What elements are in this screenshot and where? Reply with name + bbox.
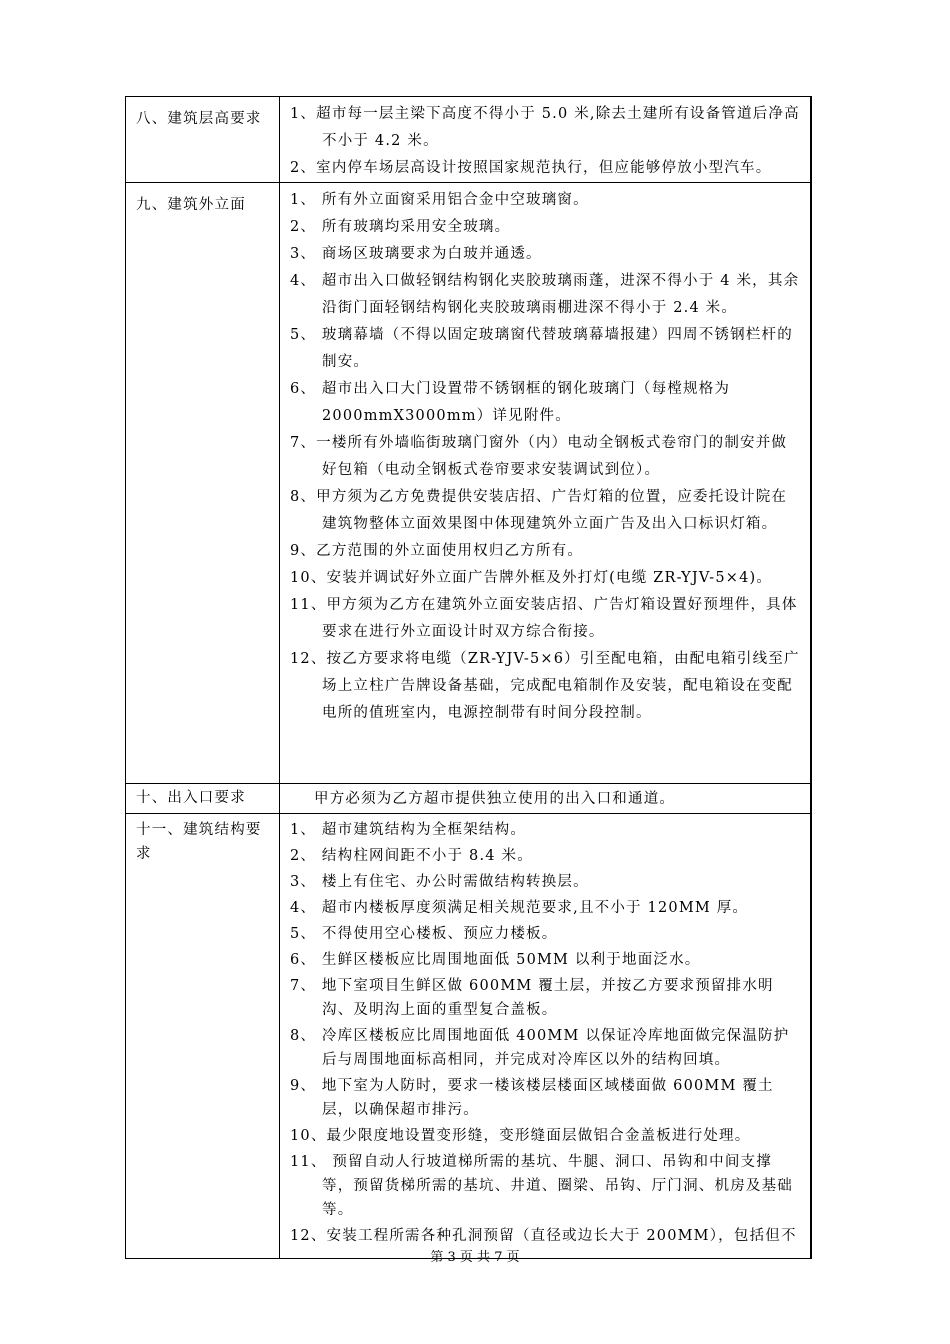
section-content-cell bbox=[280, 97, 812, 183]
list-item: 6、 超市出入口大门设置带不锈钢框的钢化玻璃门（每樘规格为 2000mmX3000mm）详见附件。 bbox=[290, 381, 731, 424]
list-item: 11、甲方须为乙方在建筑外立面安装店招、广告灯箱设置好预埋件，具体要求在进行外立面设计时双方综合衔接。 bbox=[290, 597, 798, 640]
list-item: 3、 楼上有住宅、办公时需做结构转换层。 bbox=[290, 874, 589, 890]
list-item: 1、 超市建筑结构为全框架结构。 bbox=[290, 822, 527, 838]
section-text: 甲方必须为乙方超市提供独立使用的出入口和通道。 bbox=[314, 791, 676, 807]
list-item: 12、安装工程所需各种孔洞预留（直径或边长大于 200MM），包括但不 bbox=[290, 1228, 797, 1244]
list-item: 4、 超市内楼板厚度须满足相关规范要求,且不小于 120MM 厚。 bbox=[290, 900, 749, 916]
section-row-structure bbox=[126, 814, 812, 1259]
section-row-facade bbox=[126, 183, 812, 784]
list-item: 7、一楼所有外墙临街玻璃门窗外（内）电动全钢板式卷帘门的制安并做好包箱（电动全钢板式卷帘要求安装调试到位）。 bbox=[290, 435, 788, 478]
list-item: 12、按乙方要求将电缆（ZR-YJV-5×6）引至配电箱，由配电箱引线至广场上立柱广告牌设备基础，完成配电箱制作及安装，配电箱设在变配电所的值班室内，电源控制带有时间分段控制。 bbox=[290, 651, 800, 721]
section-label-cell bbox=[126, 814, 280, 1259]
list-item: 9、乙方范围的外立面使用权归乙方所有。 bbox=[290, 543, 584, 559]
section-label: 十一、建筑结构要求 bbox=[136, 822, 262, 862]
list-item: 9、 地下室为人防时，要求一楼该楼层楼面区域楼面做 600MM 覆土层，以确保超市排污。 bbox=[290, 1078, 774, 1118]
requirements-table bbox=[125, 96, 812, 1259]
section-label-cell bbox=[126, 97, 280, 183]
list-item: 2、 所有玻璃均采用安全玻璃。 bbox=[290, 219, 511, 235]
section-row-entrance bbox=[126, 784, 812, 814]
list-item: 4、 超市出入口做轻钢结构钢化夹胶玻璃雨蓬，进深不得小于 4 米，其余沿街门面轻钢结构钢化夹胶玻璃雨棚进深不得小于 2.4 米。 bbox=[290, 273, 800, 316]
section-label: 九、建筑外立面 bbox=[136, 197, 246, 213]
list-item: 5、 玻璃幕墙（不得以固定玻璃窗代替玻璃幕墙报建）四周不锈钢栏杆的制安。 bbox=[290, 327, 793, 370]
list-item: 1、 所有外立面窗采用铝合金中空玻璃窗。 bbox=[290, 192, 589, 208]
list-item: 2、 结构柱网间距不小于 8.4 米。 bbox=[290, 848, 533, 864]
section-content-cell bbox=[280, 784, 812, 814]
section-content-cell bbox=[280, 183, 812, 784]
list-item: 10、安装并调试好外立面广告牌外框及外打灯(电缆 ZR-YJV-5×4)。 bbox=[290, 570, 773, 586]
list-item: 11、 预留自动人行坡道梯所需的基坑、牛腿、洞口、吊钩和中间支撑等，预留货梯所需的基坑、井道、圈梁、吊钩、厅门洞、机房及基础等。 bbox=[290, 1154, 793, 1218]
list-item: 8、 冷库区楼板应比周围地面低 400MM 以保证冷库地面做完保温防护后与周围地面标高相同，并完成对冷库区以外的结构回填。 bbox=[290, 1028, 790, 1068]
section-label-cell bbox=[126, 784, 280, 814]
list-item: 6、 生鲜区楼板应比周围地面低 50MM 以利于地面泛水。 bbox=[290, 952, 701, 968]
list-item: 3、 商场区玻璃要求为白玻并通透。 bbox=[290, 246, 542, 262]
section-label: 八、建筑层高要求 bbox=[136, 111, 262, 127]
list-item: 7、 地下室项目生鲜区做 600MM 覆土层，并按乙方要求预留排水明沟、及明沟上面的重型复合盖板。 bbox=[290, 978, 774, 1018]
section-label-cell bbox=[126, 183, 280, 784]
list-item: 2、室内停车场层高设计按照国家规范执行，但应能够停放小型汽车。 bbox=[290, 160, 772, 176]
list-item: 8、甲方须为乙方免费提供安装店招、广告灯箱的位置，应委托设计院在建筑物整体立面效果图中体现建筑外立面广告及出入口标识灯箱。 bbox=[290, 489, 788, 532]
section-label: 十、出入口要求 bbox=[136, 790, 246, 806]
list-item: 10、最少限度地设置变形缝，变形缝面层做铝合金盖板进行处理。 bbox=[290, 1128, 751, 1144]
list-item: 5、 不得使用空心楼板、预应力楼板。 bbox=[290, 926, 558, 942]
list-item: 1、超市每一层主梁下高度不得小于 5.0 米,除去土建所有设备管道后净高不小于 4.2 米。 bbox=[290, 106, 800, 149]
section-content-cell bbox=[280, 814, 812, 1259]
section-row-building-height bbox=[126, 97, 812, 183]
page-footer: 第 3 页 共 7 页 bbox=[430, 1250, 520, 1265]
